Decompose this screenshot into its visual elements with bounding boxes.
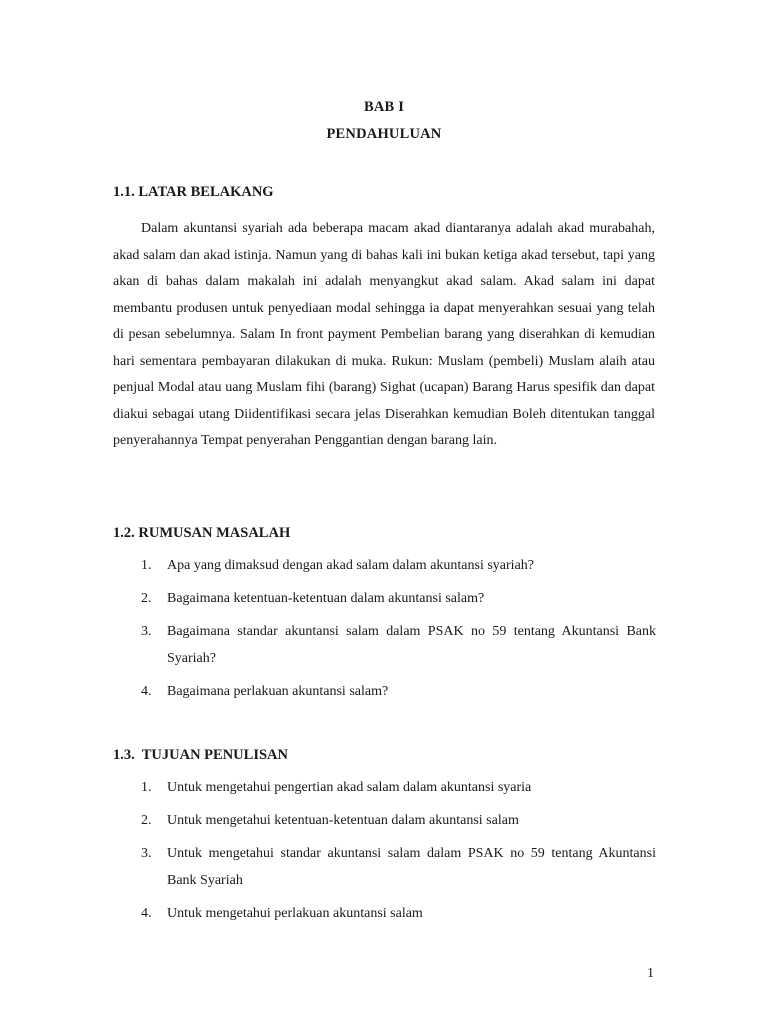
list-item <box>113 679 656 706</box>
chapter-label: BAB I <box>363 99 405 115</box>
list-item-number: 1. <box>141 558 152 573</box>
section-heading-rumusan-masalah: 1.2. RUMUSAN MASALAH <box>113 525 291 541</box>
list-item-number: 4. <box>141 905 152 921</box>
list-item-number: 2. <box>141 813 152 828</box>
list-item-text: Untuk mengetahui standar akuntansi salam dalam PSAK no 59 tentang Akuntansi Bank Syariah <box>167 846 656 888</box>
list-item-number: 1. <box>141 780 152 795</box>
list-item <box>113 619 656 672</box>
list-item-text: Apa yang dimaksud dengan akad salam dalam akuntansi syariah? <box>167 558 534 573</box>
section-heading-latar-belakang: 1.1. LATAR BELAKANG <box>113 184 274 200</box>
objective-list <box>113 775 656 934</box>
list-item <box>113 553 656 580</box>
section-heading-tujuan-penulisan: 1.3. TUJUAN PENULISAN <box>113 747 288 763</box>
problem-list <box>113 553 656 712</box>
list-item-text: Bagaimana ketentuan-ketentuan dalam akuntansi salam? <box>167 591 485 606</box>
list-item <box>113 808 656 835</box>
list-item-number: 2. <box>141 591 152 606</box>
list-item-text: Untuk mengetahui ketentuan-ketentuan dalam akuntansi salam <box>167 813 519 828</box>
list-item <box>113 901 656 928</box>
page-number: 1 <box>647 966 654 981</box>
list-item <box>113 586 656 613</box>
list-item-text: Untuk mengetahui perlakuan akuntansi salam <box>167 905 423 921</box>
list-item-text: Bagaimana standar akuntansi salam dalam PSAK no 59 tentang Akuntansi Bank Syariah? <box>167 624 656 666</box>
list-item-number: 3. <box>141 846 152 861</box>
list-item-text: Untuk mengetahui pengertian akad salam dalam akuntansi syaria <box>167 780 532 795</box>
background-paragraph: Dalam akuntansi syariah ada beberapa macam akad diantaranya adalah akad murabahah, akad salam dan akad istinja. Namun yang di bahas kali ini bukan ketiga akad tersebut, tapi yang akan di bahas dalam makalah ini adalah menyangkut akad salam. Akad salam ini dapat membantu produsen untuk penyediaan modal sehingga ia dapat menyerahkan sesuai yang telah di pesan sebelumnya. Salam In front payment Pembelian barang yang diserahkan di kemudian hari sementara pembayaran dilakukan di muka. Rukun: Muslam (pembeli) Muslam alaih atau penjual Modal atau uang Muslam fihi (barang) Sighat (ucapan) Barang Harus spesifik dan dapat diakui sebagai utang Diidentifikasi secara jelas Diserahkan kemudian Boleh ditentukan tanggal penyerahannya Tempat penyerahan Penggantian dengan barang lain. <box>113 221 655 448</box>
chapter-title: PENDAHULUAN <box>326 126 442 142</box>
list-item-number: 3. <box>141 624 152 639</box>
list-item <box>113 775 656 802</box>
list-item-text: Bagaimana perlakuan akuntansi salam? <box>167 683 389 699</box>
list-item-number: 4. <box>141 683 152 699</box>
list-item <box>113 841 656 894</box>
